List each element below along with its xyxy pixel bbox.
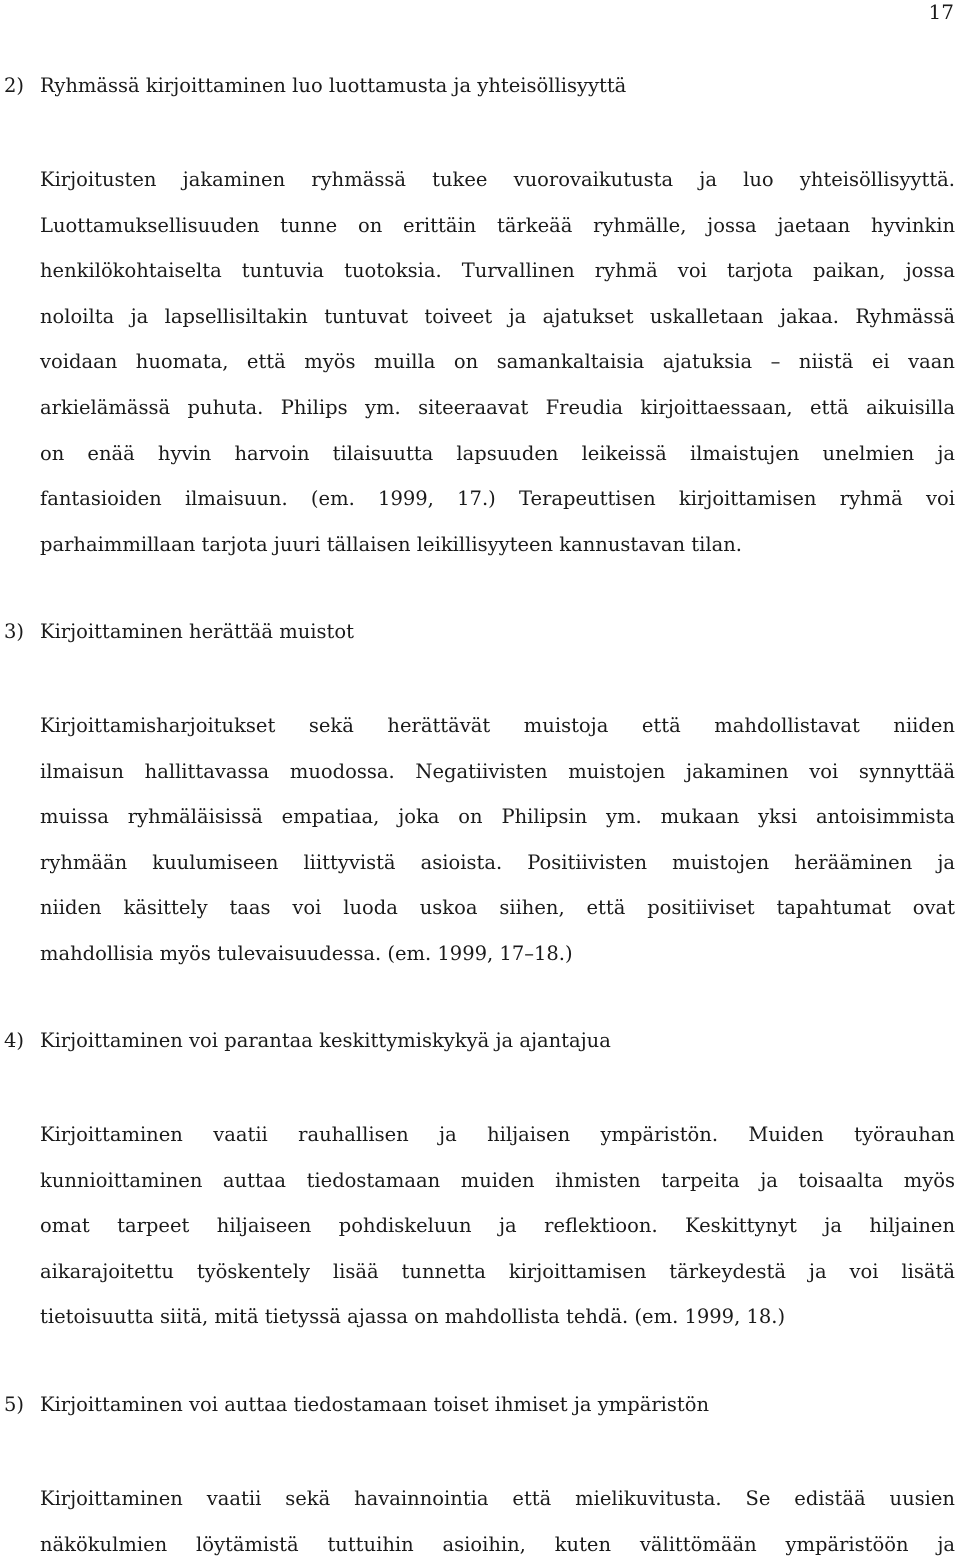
section-title: Ryhmässä kirjoittaminen luo luottamusta ja yhteisöllisyyttä	[40, 74, 627, 97]
section-paragraph-2	[40, 157, 955, 567]
paragraph-line: fantasioiden ilmaisuun. (em. 1999, 17.) Terapeuttisen kirjoittamisen ryhmä voi	[40, 487, 955, 511]
paragraph-line: Kirjoitusten jakaminen ryhmässä tukee vuorovaikutusta ja luo yhteisöllisyyttä.	[40, 168, 955, 191]
section-title: Kirjoittaminen voi auttaa tiedostamaan toiset ihmiset ja ympäristön	[40, 1393, 710, 1416]
section-title: Kirjoittaminen herättää muistot	[40, 620, 354, 643]
section-number: 4)	[4, 1029, 25, 1052]
section-heading-2	[4, 74, 626, 98]
paragraph-line: Kirjoittaminen vaatii rauhallisen ja hiljaisen ympäristön. Muiden työrauhan	[40, 1123, 955, 1146]
paragraph-line: ryhmään kuulumiseen liittyvistä asioista. Positiivisten muistojen herääminen ja	[40, 850, 955, 874]
paragraph-line: aikarajoitettu työskentely lisää tunnetta kirjoittamisen tärkeydestä ja voi lisätä	[40, 1259, 955, 1283]
section-number: 2)	[4, 74, 25, 97]
paragraph-line: noloilta ja lapsellisiltakin tuntuvat toiveet ja ajatukset uskalletaan jakaa. Ryhmässä	[40, 304, 955, 328]
paragraph-line: arkielämässä puhuta. Philips ym. siteeraavat Freudia kirjoittaessaan, että aikuisilla	[40, 395, 955, 419]
section-number: 3)	[4, 620, 25, 643]
section-number: 5)	[4, 1393, 25, 1416]
paragraph-line: Luottamuksellisuuden tunne on erittäin tärkeää ryhmälle, jossa jaetaan hyvinkin	[40, 213, 955, 237]
paragraph-line: ilmaisun hallittavassa muodossa. Negatiivisten muistojen jakaminen voi synnyttää	[40, 759, 955, 783]
section-paragraph-3	[40, 703, 955, 977]
paragraph-line: kunnioittaminen auttaa tiedostamaan muiden ihmisten tarpeita ja toisaalta myös	[40, 1168, 955, 1192]
paragraph-line: Kirjoittamisharjoitukset sekä herättävät muistoja että mahdollistavat niiden	[40, 714, 955, 737]
section-title: Kirjoittaminen voi parantaa keskittymiskykyä ja ajantajua	[40, 1029, 611, 1052]
section-heading-3	[4, 620, 354, 644]
paragraph-line: omat tarpeet hiljaiseen pohdiskeluun ja reflektioon. Keskittynyt ja hiljainen	[40, 1214, 955, 1238]
page-number: 17	[928, 0, 954, 24]
paragraph-line: Kirjoittaminen vaatii sekä havainnointia että mielikuvitusta. Se edistää uusien	[40, 1487, 955, 1510]
section-heading-4	[4, 1029, 611, 1053]
paragraph-line: niiden käsittely taas voi luoda uskoa siihen, että positiiviset tapahtumat ovat	[40, 896, 955, 920]
paragraph-line: näkökulmien löytämistä tuttuihin asioihin, kuten välittömään ympäristöön ja	[40, 1532, 955, 1556]
section-paragraph-5	[40, 1476, 955, 1567]
paragraph-line: henkilökohtaiselta tuntuvia tuotoksia. Turvallinen ryhmä voi tarjota paikan, jossa	[40, 259, 955, 283]
paragraph-line: on enää hyvin harvoin tilaisuutta lapsuuden leikeissä ilmaistujen unelmien ja	[40, 441, 955, 465]
paragraph-line: tietoisuutta siitä, mitä tietyssä ajassa on mahdollista tehdä. (em. 1999, 18.)	[40, 1305, 786, 1329]
paragraph-line: voidaan huomata, että myös muilla on samankaltaisia ajatuksia – niistä ei vaan	[40, 350, 955, 374]
section-paragraph-4	[40, 1112, 955, 1340]
paragraph-line: mahdollisia myös tulevaisuudessa. (em. 1999, 17–18.)	[40, 941, 573, 965]
paragraph-line: muissa ryhmäläisissä empatiaa, joka on Philipsin ym. mukaan yksi antoisimmista	[40, 805, 955, 829]
paragraph-line: parhaimmillaan tarjota juuri tällaisen leikillisyyteen kannustavan tilan.	[40, 532, 742, 556]
section-heading-5	[4, 1393, 709, 1417]
